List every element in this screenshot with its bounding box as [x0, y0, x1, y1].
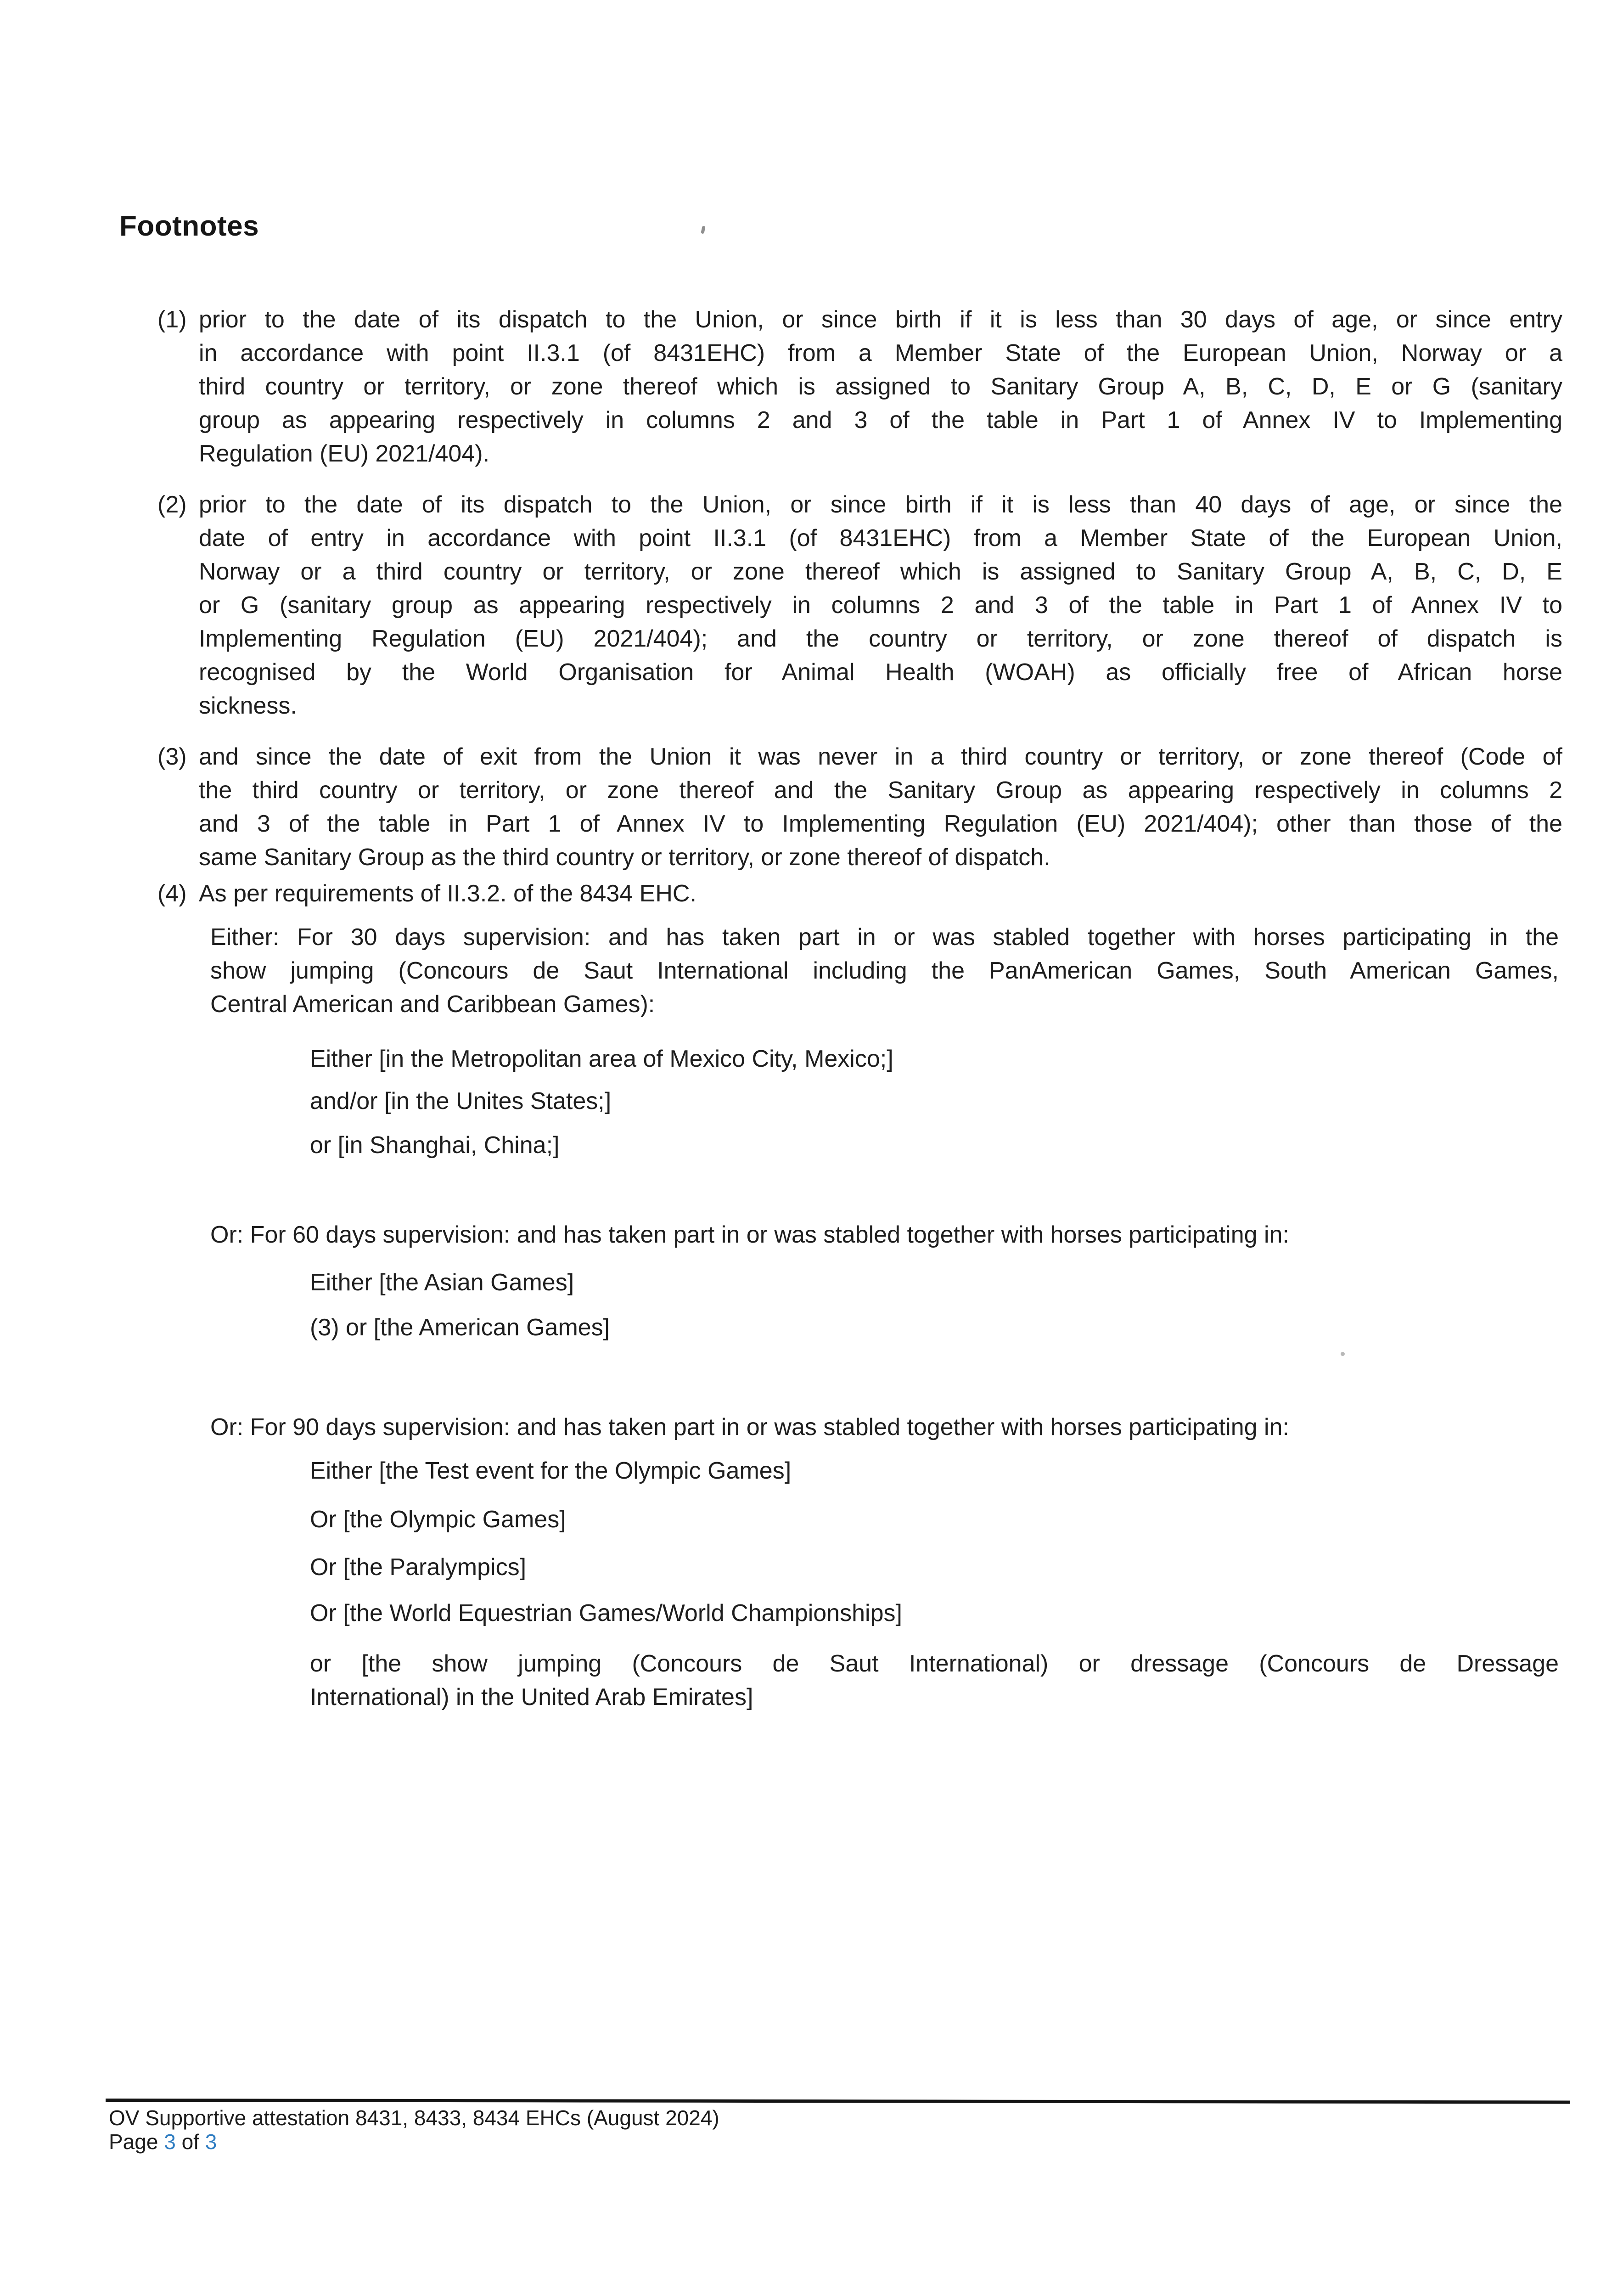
footnote-line: date of entry in accordance with point II.3.1 (of 8431EHC) from a Member State of the European Union, — [199, 525, 1562, 551]
option-united-states: and/or [in the Unites States;] — [310, 1088, 612, 1114]
footnote-line: and 3 of the table in Part 1 of Annex IV to Implementing Regulation (EU) 2021/404); other than those of the — [199, 810, 1562, 837]
footnote-2-number: (2) — [157, 491, 187, 518]
footnote-line: Regulation (EU) 2021/404). — [199, 440, 490, 467]
paragraph-line: International) in the United Arab Emirates] — [310, 1684, 753, 1711]
footnote-line: sickness. — [199, 692, 297, 719]
footnote-line: Implementing Regulation (EU) 2021/404); and the country or territory, or zone thereof of dispatch is — [199, 625, 1562, 652]
footnote-line: and since the date of exit from the Union it was never in a third country or territory, or zone thereof (Code of — [199, 743, 1562, 770]
footnote-3-text — [199, 740, 1562, 874]
option-olympic-test-event: Either [the Test event for the Olympic Games] — [310, 1458, 792, 1484]
footnotes-heading: Footnotes — [119, 210, 259, 242]
page-number-current: 3 — [164, 2130, 176, 2154]
footnote-line: group as appearing respectively in columns 2 and 3 of the table in Part 1 of Annex IV to Implementing — [199, 407, 1562, 433]
option-paralympics: Or [the Paralympics] — [310, 1554, 527, 1581]
footnote-line: As per requirements of II.3.2. of the 8434 EHC. — [199, 880, 696, 907]
footnote-line: recognised by the World Organisation for Animal Health (WOAH) as officially free of African horse — [199, 659, 1562, 686]
footnote-1-number: (1) — [157, 306, 187, 333]
option-shanghai: or [in Shanghai, China;] — [310, 1132, 560, 1159]
footnote-2-text — [199, 488, 1562, 723]
scan-speckle — [701, 225, 705, 234]
page-number-total: 3 — [205, 2130, 217, 2154]
footnote-line: third country or territory, or zone thereof which is assigned to Sanitary Group A, B, C, D, E or G (sanitary — [199, 373, 1562, 400]
footnote-line: in accordance with point II.3.1 (of 8431EHC) from a Member State of the European Union, Norway or a — [199, 340, 1562, 366]
footnote-line: or G (sanitary group as appearing respectively in columns 2 and 3 of the table in Part 1 of Annex IV to — [199, 592, 1562, 619]
footer-doc-title: OV Supportive attestation 8431, 8433, 8434 EHCs (August 2024) — [109, 2106, 719, 2130]
footnote-4-number: (4) — [157, 880, 187, 907]
footnote-line: the third country or territory, or zone thereof and the Sanitary Group as appearing respectively in columns 2 — [199, 777, 1562, 804]
option-olympic-games: Or [the Olympic Games] — [310, 1506, 566, 1533]
option-uae-events — [310, 1647, 1559, 1714]
option-american-games: (3) or [the American Games] — [310, 1314, 610, 1341]
footnote-line: prior to the date of its dispatch to the Union, or since birth if it is less than 30 days of age, or since entry — [199, 306, 1562, 333]
footnote-line: prior to the date of its dispatch to the Union, or since birth if it is less than 40 days of age, or since the — [199, 491, 1562, 518]
supervision-30-intro — [210, 921, 1559, 1021]
footer-divider — [106, 2099, 1570, 2104]
footnote-line: Norway or a third country or territory, or zone thereof which is assigned to Sanitary Group A, B, C, D, E — [199, 558, 1562, 585]
of-word: of — [181, 2130, 199, 2154]
footnote-4-text — [199, 877, 1562, 911]
paragraph-line: Either: For 30 days supervision: and has taken part in or was stabled together with horses participating in the — [210, 924, 1559, 951]
option-asian-games: Either [the Asian Games] — [310, 1269, 574, 1296]
paragraph-line: or [the show jumping (Concours de Saut International) or dressage (Concours de Dressage — [310, 1650, 1559, 1677]
footnote-1-text — [199, 303, 1562, 471]
footnote-line: same Sanitary Group as the third country or territory, or zone thereof of dispatch. — [199, 844, 1050, 871]
footnote-3-number: (3) — [157, 743, 187, 770]
paragraph-line: show jumping (Concours de Saut International including the PanAmerican Games, South American Games, — [210, 957, 1559, 984]
paragraph-line: Central American and Caribbean Games): — [210, 991, 655, 1018]
scan-speckle — [1341, 1352, 1345, 1356]
option-mexico-city: Either [in the Metropolitan area of Mexico City, Mexico;] — [310, 1046, 893, 1072]
page-word: Page — [109, 2130, 158, 2154]
supervision-90-intro: Or: For 90 days supervision: and has taken part in or was stabled together with horses participating in: — [210, 1414, 1289, 1441]
footer-page-number — [109, 2129, 217, 2155]
option-world-equestrian-games: Or [the World Equestrian Games/World Championships] — [310, 1600, 902, 1626]
supervision-60-intro: Or: For 60 days supervision: and has taken part in or was stabled together with horses participating in: — [210, 1221, 1289, 1248]
